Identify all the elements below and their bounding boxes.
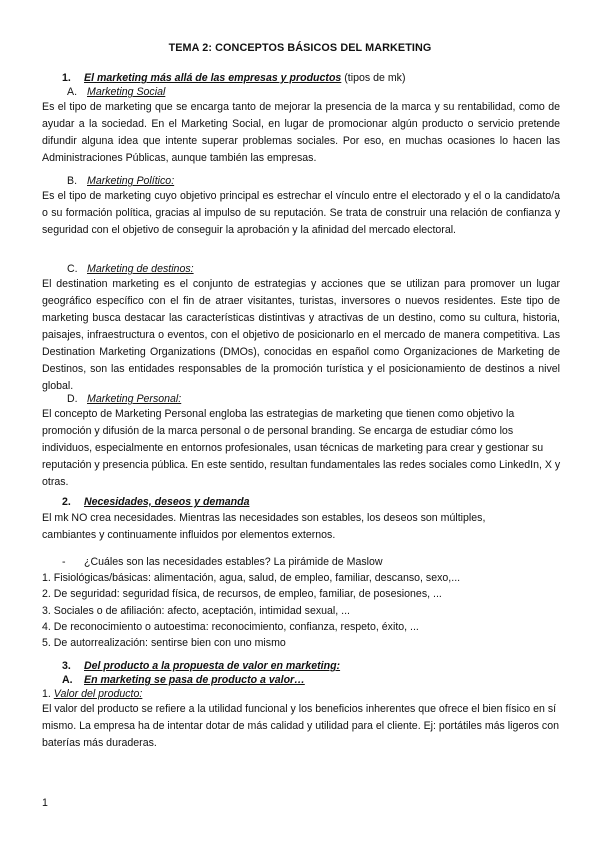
subsection-b-title: Marketing Político:: [87, 175, 175, 187]
subsection-a-letter: A.: [67, 86, 78, 98]
list-item: 1. Fisiológicas/básicas: alimentación, agua, salud, de empleo, familiar, descanso, sexo,...: [42, 572, 461, 584]
section-2-title: Necesidades, deseos y demanda: [84, 496, 250, 508]
subsection-a-title: Marketing Social: [87, 86, 166, 98]
section-1-title: El marketing más allá de las empresas y productos: [84, 72, 342, 84]
section-1-number: 1.: [62, 72, 71, 84]
list-item: 3. Sociales o de afiliación: afecto, aceptación, intimidad sexual, ...: [42, 604, 350, 617]
subsection-c-letter: C.: [67, 263, 78, 275]
section-3-number: 3.: [62, 660, 71, 672]
subsection-d-letter: D.: [67, 393, 78, 405]
bullet-dash: -: [62, 556, 66, 568]
page-number: 1: [42, 797, 48, 809]
list-item: 4. De reconocimiento o autoestima: reconocimiento, confianza, respeto, éxito, ...: [42, 620, 419, 633]
section-2-number: 2.: [62, 496, 71, 508]
subsection-c-title: Marketing de destinos:: [87, 263, 194, 275]
list-item: 5. De autorrealización: sentirse bien con uno mismo: [42, 637, 286, 650]
item-1-title: Valor del producto:: [53, 688, 143, 700]
section-3-heading: [62, 660, 562, 672]
subsection-d-heading: [67, 393, 585, 405]
section-3-title: Del producto a la propuesta de valor en marketing:: [84, 660, 341, 672]
subsection-a-body: Es el tipo de marketing que se encarga tanto de mejorar la presencia de la marca y su rentabilidad, como de ayudar a la sociedad. En el Marketing Social, en lugar de promocionar algún producto o servicio pretende difundir alguna idea que intente superar problemas sociales. Por eso, en muchas ocasiones lo hacen las Administraciones Públicas, aunque también las empresas.: [42, 101, 560, 164]
section-1-suffix: (tipos de mk): [341, 72, 406, 84]
section-2-heading: [62, 496, 562, 508]
section-2-bullet: [62, 556, 562, 568]
section-3a-heading: [62, 674, 562, 686]
list-item: 2. De seguridad: seguridad física, de recursos, de empleo, familiar, de posesiones, ...: [42, 588, 442, 601]
subsection-b-body: Es el tipo de marketing cuyo objetivo principal es estrechar el vínculo entre el electorado y el o la candidato/a o su formación política, gracias al impulso de su reputación. Se trata de construir una relación de confianza y seguridad con el objetivo de conseguir la aprobación y la afinidad del mercado electoral.: [42, 190, 560, 236]
section-3a-letter: A.: [62, 674, 73, 686]
section-1-heading: [62, 72, 562, 84]
item-1-heading: [42, 688, 560, 700]
bullet-text: ¿Cuáles son las necesidades estables? La pirámide de Maslow: [84, 556, 383, 568]
maslow-list: [42, 570, 560, 651]
subsection-c-heading: [67, 263, 585, 275]
subsection-d-body: El concepto de Marketing Personal engloba las estrategias de marketing que tienen como objetivo la promoción y difusión de la marca personal o de personal branding. Se encarga de estudiar cómo los individuos, especialmente en entornos profesionales, usan técnicas de marketing para crear y gestionar su reputación y presencia pública. En este sentido, resultan fundamentales las redes sociales como LinkedIn, X y otras.: [42, 408, 561, 488]
subsection-a-heading: [67, 86, 585, 98]
item-1-number: 1.: [42, 688, 51, 700]
subsection-b-letter: B.: [67, 175, 78, 187]
subsection-d-title: Marketing Personal:: [87, 393, 182, 405]
document-title: TEMA 2: CONCEPTOS BÁSICOS DEL MARKETING: [168, 42, 432, 54]
section-3-body: El valor del producto se refiere a la utilidad funcional y los beneficios inherentes que ofrece el bien físico en sí mismo. La empresa ha de intentar dotar de más calidad y utilidad para el cliente. Ej: portátiles más ligeros con baterías más duraderas.: [42, 703, 560, 749]
section-2-body: El mk NO crea necesidades. Mientras las necesidades son estables, los deseos son múltiples, cambiantes y continuamente influidos por elementos externos.: [42, 512, 486, 541]
section-3a-title: En marketing se pasa de producto a valor…: [84, 674, 305, 686]
subsection-c-body: El destination marketing es el conjunto de estrategias y acciones que se utilizan para promover un lugar geográfico específico con el fin de atraer visitantes, turistas, inversores o nuevos residentes. Este tipo de marketing busca destacar las características distintivas y atractivas de un destino, como su cultura, historia, paisajes, infraestructura o eventos, con el objetivo de posicionarlo en el mercado de manera competitiva. Las Destination Marketing Organizations (DMOs), conocidas en español como Organizaciones de Marketing de Destinos, son las entidades responsables de la promoción turística y el posicionamiento de destinos a nivel global.: [42, 278, 560, 392]
subsection-b-heading: [67, 175, 585, 187]
